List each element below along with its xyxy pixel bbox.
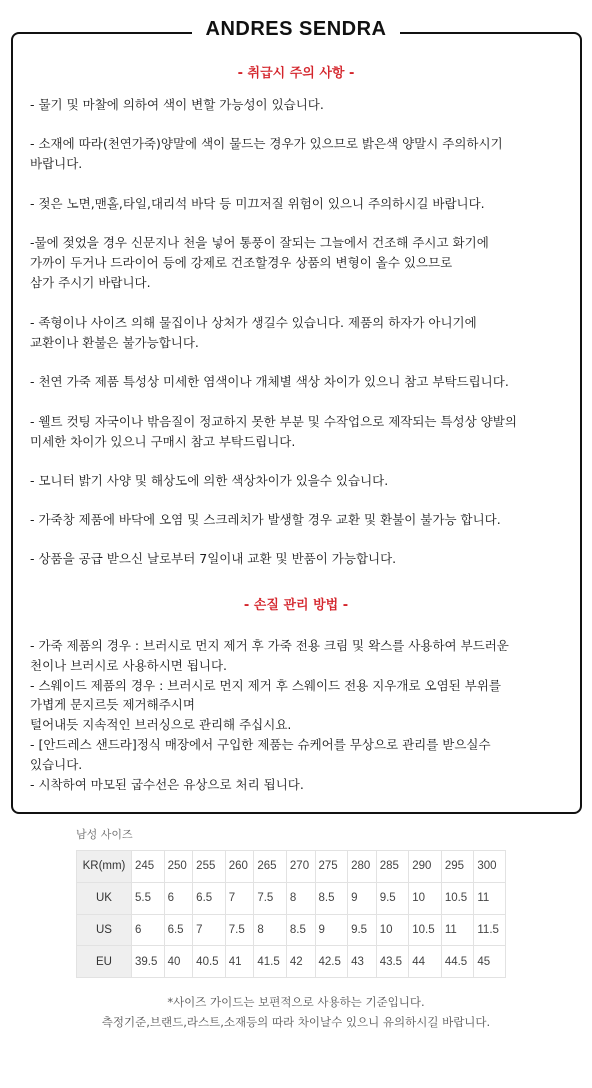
size-cell: 290 [409, 851, 442, 883]
size-note: 측정기준,브랜드,라스트,소재등의 따라 차이날수 있으니 유의하시길 바랍니다. [101, 1015, 491, 1029]
size-cell: 280 [348, 851, 377, 883]
size-cell: 10.5 [441, 882, 474, 914]
caution-line: - 웰트 컷팅 자국이나 밖음질이 정교하지 못한 부분 및 수작업으로 제작되는 특성상 양발의 [30, 414, 517, 429]
size-row-header: EU [77, 946, 132, 978]
size-cell: 6 [164, 882, 193, 914]
caution-line: 바랍니다. [30, 156, 83, 171]
size-cell: 6.5 [193, 882, 226, 914]
size-cell: 11 [474, 882, 506, 914]
size-cell: 42.5 [315, 946, 348, 978]
caution-line: - 소재에 따라(천연가죽)양말에 색이 물드는 경우가 있으므로 밝은색 양말시 주의하시기 [30, 136, 503, 151]
caution-line: - 천연 가죽 제품 특성상 미세한 염색이나 개체별 색상 차이가 있으니 참고 부탁드립니다. [30, 374, 509, 389]
size-cell: 8.5 [286, 914, 315, 946]
size-cell: 41 [225, 946, 254, 978]
size-cell: 255 [193, 851, 226, 883]
size-cell: 265 [254, 851, 287, 883]
size-cell: 285 [376, 851, 409, 883]
care-line: - 시착하여 마모된 굽수선은 유상으로 처리 됩니다. [30, 777, 304, 792]
care-line: 있습니다. [30, 757, 83, 772]
brand-title [0, 18, 592, 41]
caution-line: 미세한 차이가 있으니 구매시 참고 부탁드립니다. [30, 434, 296, 449]
caution-title: - 취급시 주의 사항 - [237, 66, 355, 81]
size-cell: 44.5 [441, 946, 474, 978]
caution-line: - 족형이나 사이즈 의해 물집이나 상처가 생길수 있습니다. 제품의 하자가 아니기에 [30, 315, 477, 330]
size-cell: 40 [164, 946, 193, 978]
size-table-row [77, 882, 506, 914]
size-row-header: KR(mm) [77, 851, 132, 883]
size-cell: 40.5 [193, 946, 226, 978]
caution-line: - 모니터 밝기 사양 및 해상도에 의한 색상차이가 있을수 있습니다. [30, 473, 389, 488]
size-row-header: UK [77, 882, 132, 914]
care-line: - 가죽 제품의 경우 : 브러시로 먼지 제거 후 가죽 전용 크림 및 왁스를 사용하여 부드러운 [30, 638, 509, 653]
size-cell: 8 [286, 882, 315, 914]
size-cell: 7 [193, 914, 226, 946]
size-cell: 42 [286, 946, 315, 978]
size-cell: 7 [225, 882, 254, 914]
size-cell: 43 [348, 946, 377, 978]
size-cell: 250 [164, 851, 193, 883]
size-guide-label: 남성 사이즈 [76, 828, 133, 841]
size-cell: 8 [254, 914, 287, 946]
caution-line: - 물기 및 마찰에 의하여 색이 변할 가능성이 있습니다. [30, 97, 324, 112]
size-note: *사이즈 가이드는 보편적으로 사용하는 기준입니다. [167, 995, 425, 1009]
care-title: - 손질 관리 방법 - [243, 598, 349, 613]
size-cell: 275 [315, 851, 348, 883]
size-cell: 270 [286, 851, 315, 883]
care-line: - [안드레스 샌드라]정식 매장에서 구입한 제품는 슈케어를 무상으로 관리를 받으실수 [30, 737, 491, 752]
caution-line: 교환이나 환불은 불가능합니다. [30, 335, 199, 350]
care-line: 털어내듯 지속적인 브러싱으로 관리해 주십시요. [30, 717, 292, 732]
size-table-row [77, 851, 506, 883]
size-cell: 7.5 [254, 882, 287, 914]
size-cell: 6.5 [164, 914, 193, 946]
size-cell: 10 [376, 914, 409, 946]
size-table-row [77, 914, 506, 946]
size-cell: 9.5 [348, 914, 377, 946]
size-cell: 5.5 [132, 882, 165, 914]
size-cell: 295 [441, 851, 474, 883]
size-cell: 9 [315, 914, 348, 946]
size-cell: 9.5 [376, 882, 409, 914]
caution-line: - 상품을 공급 받으신 날로부터 7일이내 교환 및 반품이 가능합니다. [30, 551, 397, 566]
size-cell: 39.5 [132, 946, 165, 978]
caution-line: - 젖은 노면,맨홀,타일,대리석 바닥 등 미끄저질 위험이 있으니 주의하시길 바랍니다. [30, 196, 485, 211]
size-cell: 6 [132, 914, 165, 946]
size-row-header: US [77, 914, 132, 946]
size-cell: 41.5 [254, 946, 287, 978]
size-cell: 8.5 [315, 882, 348, 914]
size-cell: 45 [474, 946, 506, 978]
size-table-row [77, 946, 506, 978]
size-cell: 43.5 [376, 946, 409, 978]
size-cell: 10.5 [409, 914, 442, 946]
size-cell: 11 [441, 914, 474, 946]
care-line: 가볍게 문지르듯 제거해주시며 [30, 697, 195, 712]
size-cell: 245 [132, 851, 165, 883]
size-cell: 9 [348, 882, 377, 914]
caution-line: 삼가 주시기 바랍니다. [30, 275, 151, 290]
brand-title-text: ANDRES SENDRA [192, 18, 401, 40]
caution-line: -물에 젖었을 경우 신문지나 천을 넣어 통풍이 잘되는 그늘에서 건조해 주시고 화기에 [30, 235, 489, 250]
size-table [76, 850, 506, 978]
size-cell: 10 [409, 882, 442, 914]
care-line: - 스웨이드 제품의 경우 : 브러시로 먼지 제거 후 스웨이드 전용 지우개로 오염된 부위를 [30, 678, 501, 693]
size-cell: 44 [409, 946, 442, 978]
size-table-body [77, 851, 506, 978]
size-cell: 260 [225, 851, 254, 883]
caution-line: 가까이 두거나 드라이어 등에 강제로 건조할경우 상품의 변형이 올수 있으므로 [30, 255, 453, 270]
caution-line: - 가죽창 제품에 바닥에 오염 및 스크레치가 발생할 경우 교환 및 환불이 불가능 합니다. [30, 512, 501, 527]
care-line: 천이나 브러시로 사용하시면 됩니다. [30, 658, 228, 673]
size-cell: 11.5 [474, 914, 506, 946]
size-cell: 300 [474, 851, 506, 883]
size-cell: 7.5 [225, 914, 254, 946]
